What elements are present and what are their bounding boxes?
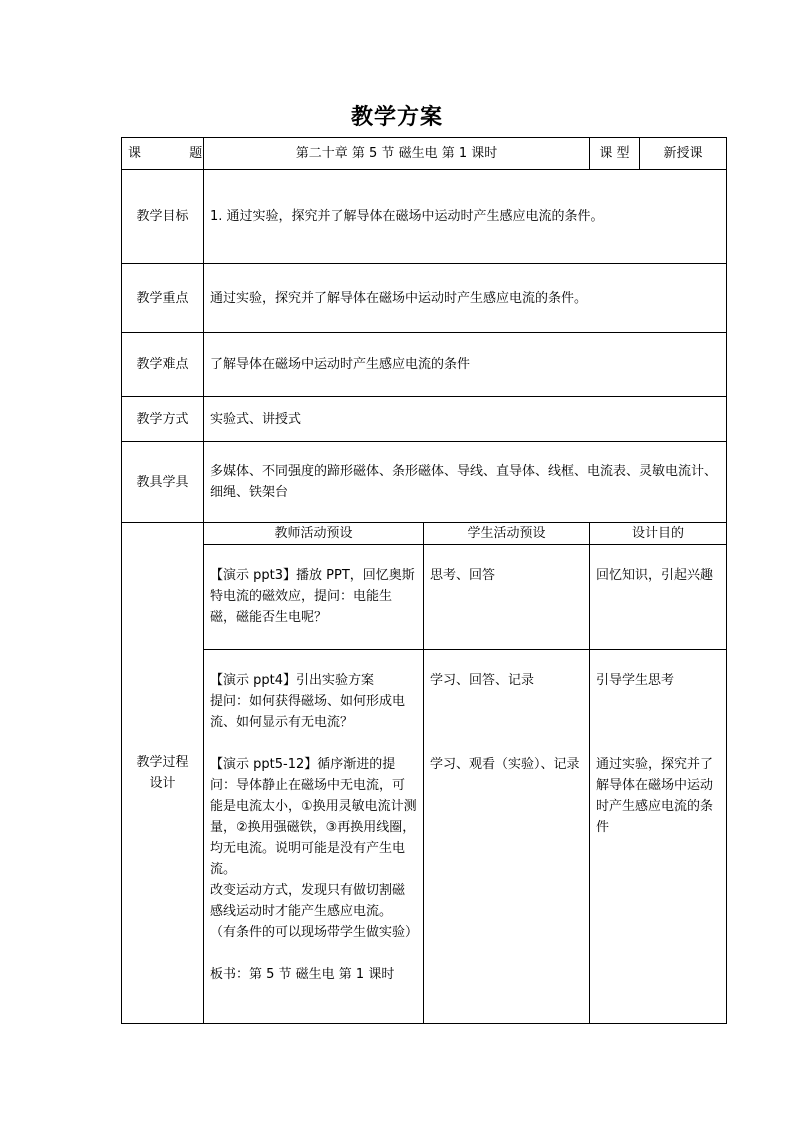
step2-purpose-a: 引导学生思考 [596, 673, 675, 688]
key-point-label-cell [122, 264, 204, 333]
step1-student: 思考、回答 [430, 568, 496, 583]
step2-teacher-e: （有条件的可以现场带学生做实验） [210, 925, 419, 940]
method-value: 实验式、讲授式 [210, 411, 302, 427]
purpose-header: 设计目的 [631, 526, 684, 541]
process-step1-row [122, 545, 727, 650]
teacher-header-cell [204, 523, 424, 545]
type-label: 课 型 [599, 146, 630, 161]
process-label-line1: 教学过程 [136, 755, 189, 770]
step1-purpose: 回忆知识，引起兴趣 [596, 568, 714, 583]
objective-label: 教学目标 [136, 209, 189, 224]
purpose-header-cell [590, 523, 727, 545]
type-value: 新授课 [663, 146, 703, 161]
difficulty-label-cell [122, 333, 204, 397]
step1-student-cell [424, 545, 590, 650]
tools-value: 多媒体、不同强度的蹄形磁体、条形磁体、导线、直导体、线框、电流表、灵敏电流计、细绳、铁架台 [210, 464, 718, 500]
step2-teacher-c: 【演示 ppt5-12】循序渐进的提问：导体静止在磁场中无电流，可能是电流太小，①换用灵敏电流计测量，②换用强磁铁，③再换用线圈，均无电流。说明可能是没有产生电流。 [210, 757, 417, 877]
topic-row [122, 138, 727, 170]
key-point-value: 通过实验，探究并了解导体在磁场中运动时产生感应电流的条件。 [210, 290, 588, 306]
topic-label-cell [122, 138, 204, 170]
document-title: 教学方案 [350, 104, 443, 130]
process-label-line2: 设计 [149, 776, 176, 791]
step2-purpose-b: 通过实验，探究并了解导体在磁场中运动时产生感应电流的条件 [596, 757, 714, 835]
process-header-row [122, 523, 727, 545]
tools-label: 教具学具 [136, 474, 189, 490]
difficulty-value: 了解导体在磁场中运动时产生感应电流的条件 [210, 357, 471, 372]
step2-student-cell [424, 650, 590, 1024]
step2-student-b: 学习、观看（实验）、记录 [430, 757, 580, 772]
topic-value-cell [204, 138, 590, 170]
step2-student-a: 学习、回答、记录 [430, 673, 535, 688]
tools-label-cell [122, 442, 204, 523]
step1-teacher: 【演示 ppt3】播放 PPT，回忆奥斯特电流的磁效应，提问：电能生磁，磁能否生电呢？ [210, 568, 415, 625]
student-header-cell [424, 523, 590, 545]
type-label-cell [590, 138, 640, 170]
step1-teacher-cell [204, 545, 424, 650]
method-row [122, 397, 727, 442]
objective-label-cell [122, 170, 204, 264]
step2-teacher-d: 改变运动方式，发现只有做切割磁感线运动时才能产生感应电流。 [210, 883, 406, 919]
difficulty-row [122, 333, 727, 397]
difficulty-label: 教学难点 [136, 357, 189, 372]
objective-value: 1. 通过实验，探究并了解导体在磁场中运动时产生感应电流的条件。 [210, 209, 604, 224]
teacher-header: 教师活动预设 [274, 526, 353, 541]
method-label: 教学方式 [136, 411, 189, 427]
lesson-plan-table [121, 137, 727, 1024]
step2-teacher-f: 板书：第 5 节 磁生电 第 1 课时 [210, 967, 395, 982]
key-point-label: 教学重点 [136, 290, 189, 306]
key-point-value-cell [204, 264, 727, 333]
process-label-cell [122, 523, 204, 1024]
step2-teacher-a: 【演示 ppt4】引出实验方案 [210, 673, 375, 688]
topic-label: 课 题 [128, 146, 203, 161]
student-header: 学生活动预设 [467, 526, 546, 541]
tools-row [122, 442, 727, 523]
step2-teacher-b: 提问：如何获得磁场、如何形成电流、如何显示有无电流？ [210, 694, 406, 730]
method-label-cell [122, 397, 204, 442]
difficulty-value-cell [204, 333, 727, 397]
type-value-cell [640, 138, 727, 170]
step1-purpose-cell [590, 545, 727, 650]
process-step2-row [122, 650, 727, 1024]
topic-value: 第二十章 第 5 节 磁生电 第 1 课时 [295, 146, 498, 161]
tools-value-cell [204, 442, 727, 523]
method-value-cell [204, 397, 727, 442]
step2-purpose-cell [590, 650, 727, 1024]
objective-value-cell [204, 170, 727, 264]
key-point-row [122, 264, 727, 333]
objective-row [122, 170, 727, 264]
step2-teacher-cell [204, 650, 424, 1024]
